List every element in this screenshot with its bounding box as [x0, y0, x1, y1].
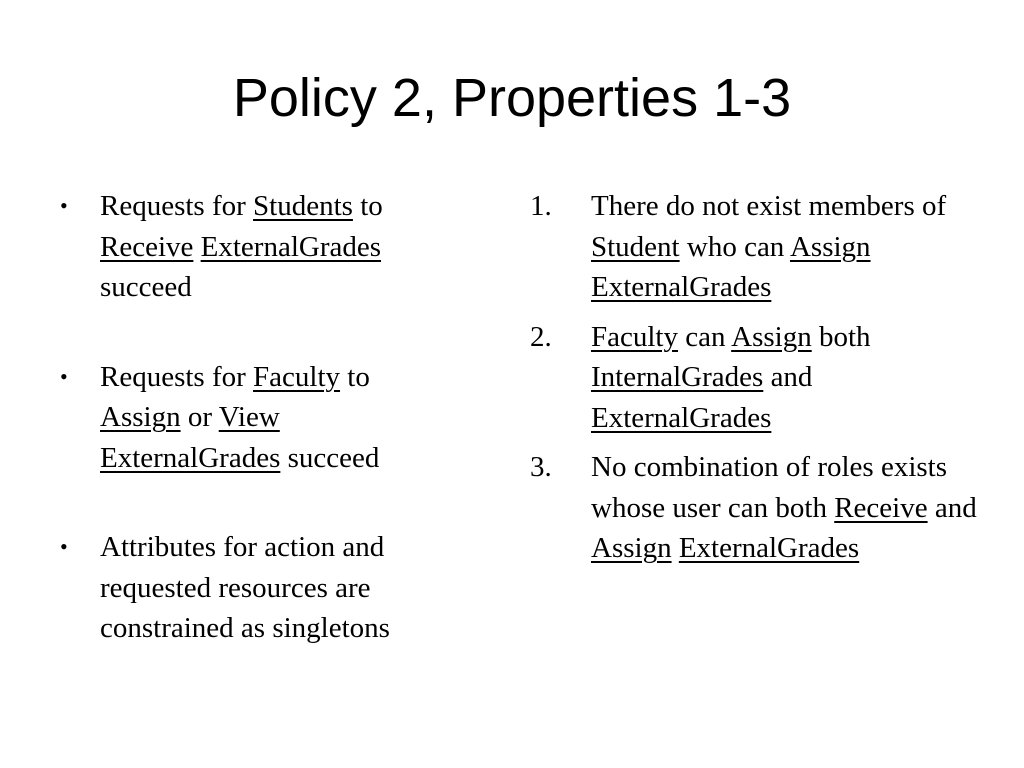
- underlined-term: ExternalGrades: [678, 532, 860, 564]
- underlined-term: Students: [253, 190, 353, 222]
- underlined-term: Receive: [834, 491, 928, 524]
- underlined-term: Assign: [731, 320, 812, 353]
- text-segment: to: [352, 190, 383, 222]
- text-segment: and: [927, 491, 977, 524]
- right-numbered-list: [530, 186, 980, 578]
- text-segment: can: [678, 320, 732, 353]
- numbered-item-marker: 3.: [530, 451, 552, 483]
- text-segment: Requests for: [100, 360, 254, 393]
- text-segment: [193, 231, 200, 263]
- text-segment: There do not exist members of: [591, 190, 947, 222]
- text-segment: [672, 532, 679, 564]
- bullet-item-marker: •: [60, 534, 68, 559]
- underlined-term: ExternalGrades: [591, 401, 772, 434]
- text-segment: No combination of roles exists whose user can both: [591, 451, 948, 524]
- underlined-term: Faculty: [253, 360, 341, 393]
- underlined-term: ExternalGrades: [100, 441, 281, 474]
- bullet-item: [60, 186, 440, 308]
- underlined-term: ExternalGrades: [591, 271, 772, 303]
- bullet-item: [60, 527, 440, 649]
- bullet-item-marker: •: [60, 193, 68, 218]
- text-segment: and: [763, 361, 813, 393]
- text-segment: who can: [679, 230, 790, 263]
- text-segment: Requests for: [100, 190, 254, 222]
- text-segment: to: [340, 360, 370, 393]
- numbered-item-marker: 2.: [530, 320, 552, 353]
- slide-title: Policy 2, Properties 1-3: [232, 68, 792, 128]
- left-bullet-list: [60, 186, 440, 698]
- underlined-term: Assign: [100, 401, 181, 433]
- numbered-item-marker: 1.: [530, 190, 552, 222]
- underlined-term: Faculty: [591, 320, 678, 353]
- underlined-term: Assign: [591, 532, 672, 564]
- underlined-term: Assign: [789, 230, 871, 263]
- underlined-term: Receive: [100, 230, 194, 263]
- bullet-item-marker: •: [60, 363, 68, 389]
- text-segment: Attributes for action and requested resources are constrained as singletons: [100, 531, 390, 644]
- text-segment: succeed: [280, 441, 380, 474]
- numbered-item: [530, 447, 980, 569]
- underlined-term: Student: [591, 230, 680, 263]
- text-segment: both: [811, 320, 871, 353]
- text-segment: succeed: [100, 271, 192, 303]
- numbered-item: [530, 317, 980, 439]
- bullet-item: [60, 357, 440, 479]
- text-segment: or: [180, 401, 219, 433]
- numbered-item: [530, 186, 980, 308]
- underlined-term: View: [218, 401, 280, 433]
- underlined-term: InternalGrades: [591, 361, 764, 393]
- underlined-term: ExternalGrades: [200, 230, 381, 263]
